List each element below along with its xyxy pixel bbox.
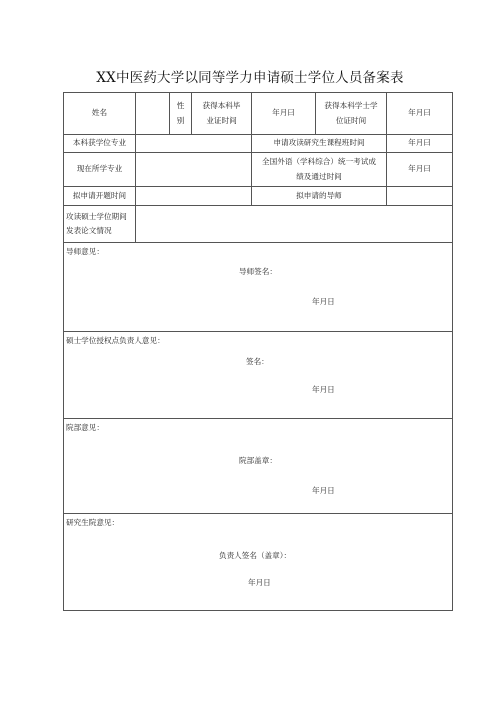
department-opinion-header: 院部意见： [66,423,104,432]
authority-opinion-section[interactable] [64,332,453,419]
page-title: XX中医药大学以同等学力申请硕士学位人员备案表 [96,70,404,86]
course-time-date[interactable]: 年月曰 [387,135,453,153]
bachelor-major-field[interactable] [136,135,252,153]
supervisor-signature-label: 导师签名： [239,267,277,276]
proposal-time-label: 拟申请开题时间 [64,187,136,206]
graduate-school-opinion-section[interactable] [64,514,453,611]
department-opinion-section[interactable] [64,419,453,514]
proposal-time-field[interactable] [136,187,252,206]
papers-label: 攻读硕士学位期间 发表论文情况 [64,206,136,243]
bachelor-degree-date[interactable]: 年月曰 [387,93,453,135]
supervisor-opinion-date: 年月日 [312,297,335,306]
supervisor-field[interactable] [387,187,453,206]
bachelor-cert-label: 获得本科毕 业证时间 [192,93,252,135]
name-label: 姓名 [64,93,136,135]
graduate-school-signature-label: 负责人签名（盖章）： [219,551,292,560]
department-seal-label: 院部盖章： [239,456,277,465]
bachelor-cert-date[interactable]: 年月曰 [252,93,316,135]
authority-opinion-header: 硕士学位授权点负责人意见： [66,336,165,345]
authority-signature-label: 签名： [246,357,269,366]
graduate-school-opinion-date: 年月日 [248,578,271,587]
supervisor-opinion-section[interactable] [64,243,453,332]
supervisor-opinion-header: 导师意见： [66,247,104,256]
bachelor-major-label: 本科获学位专业 [64,135,136,153]
course-time-label: 申请攻读研究生课程班时间 [252,135,387,153]
current-major-label: 现在所学专业 [64,153,136,187]
name-field[interactable] [136,93,170,135]
gender-label: 性 别 [170,93,192,135]
exam-date[interactable]: 年月曰 [387,153,453,187]
current-major-field[interactable] [136,153,252,187]
supervisor-label: 拟申请的导师 [252,187,387,206]
filing-form-table [63,92,453,611]
papers-field[interactable] [136,206,453,243]
authority-opinion-date: 年月日 [312,385,335,394]
department-opinion-date: 年月日 [312,486,335,495]
exam-label: 全国外语（学科综合）统一考试成 绩及通过时间 [252,153,387,187]
bachelor-degree-label: 获得本科学士学 位证时间 [316,93,387,135]
graduate-school-opinion-header: 研究生院意见： [66,518,120,527]
